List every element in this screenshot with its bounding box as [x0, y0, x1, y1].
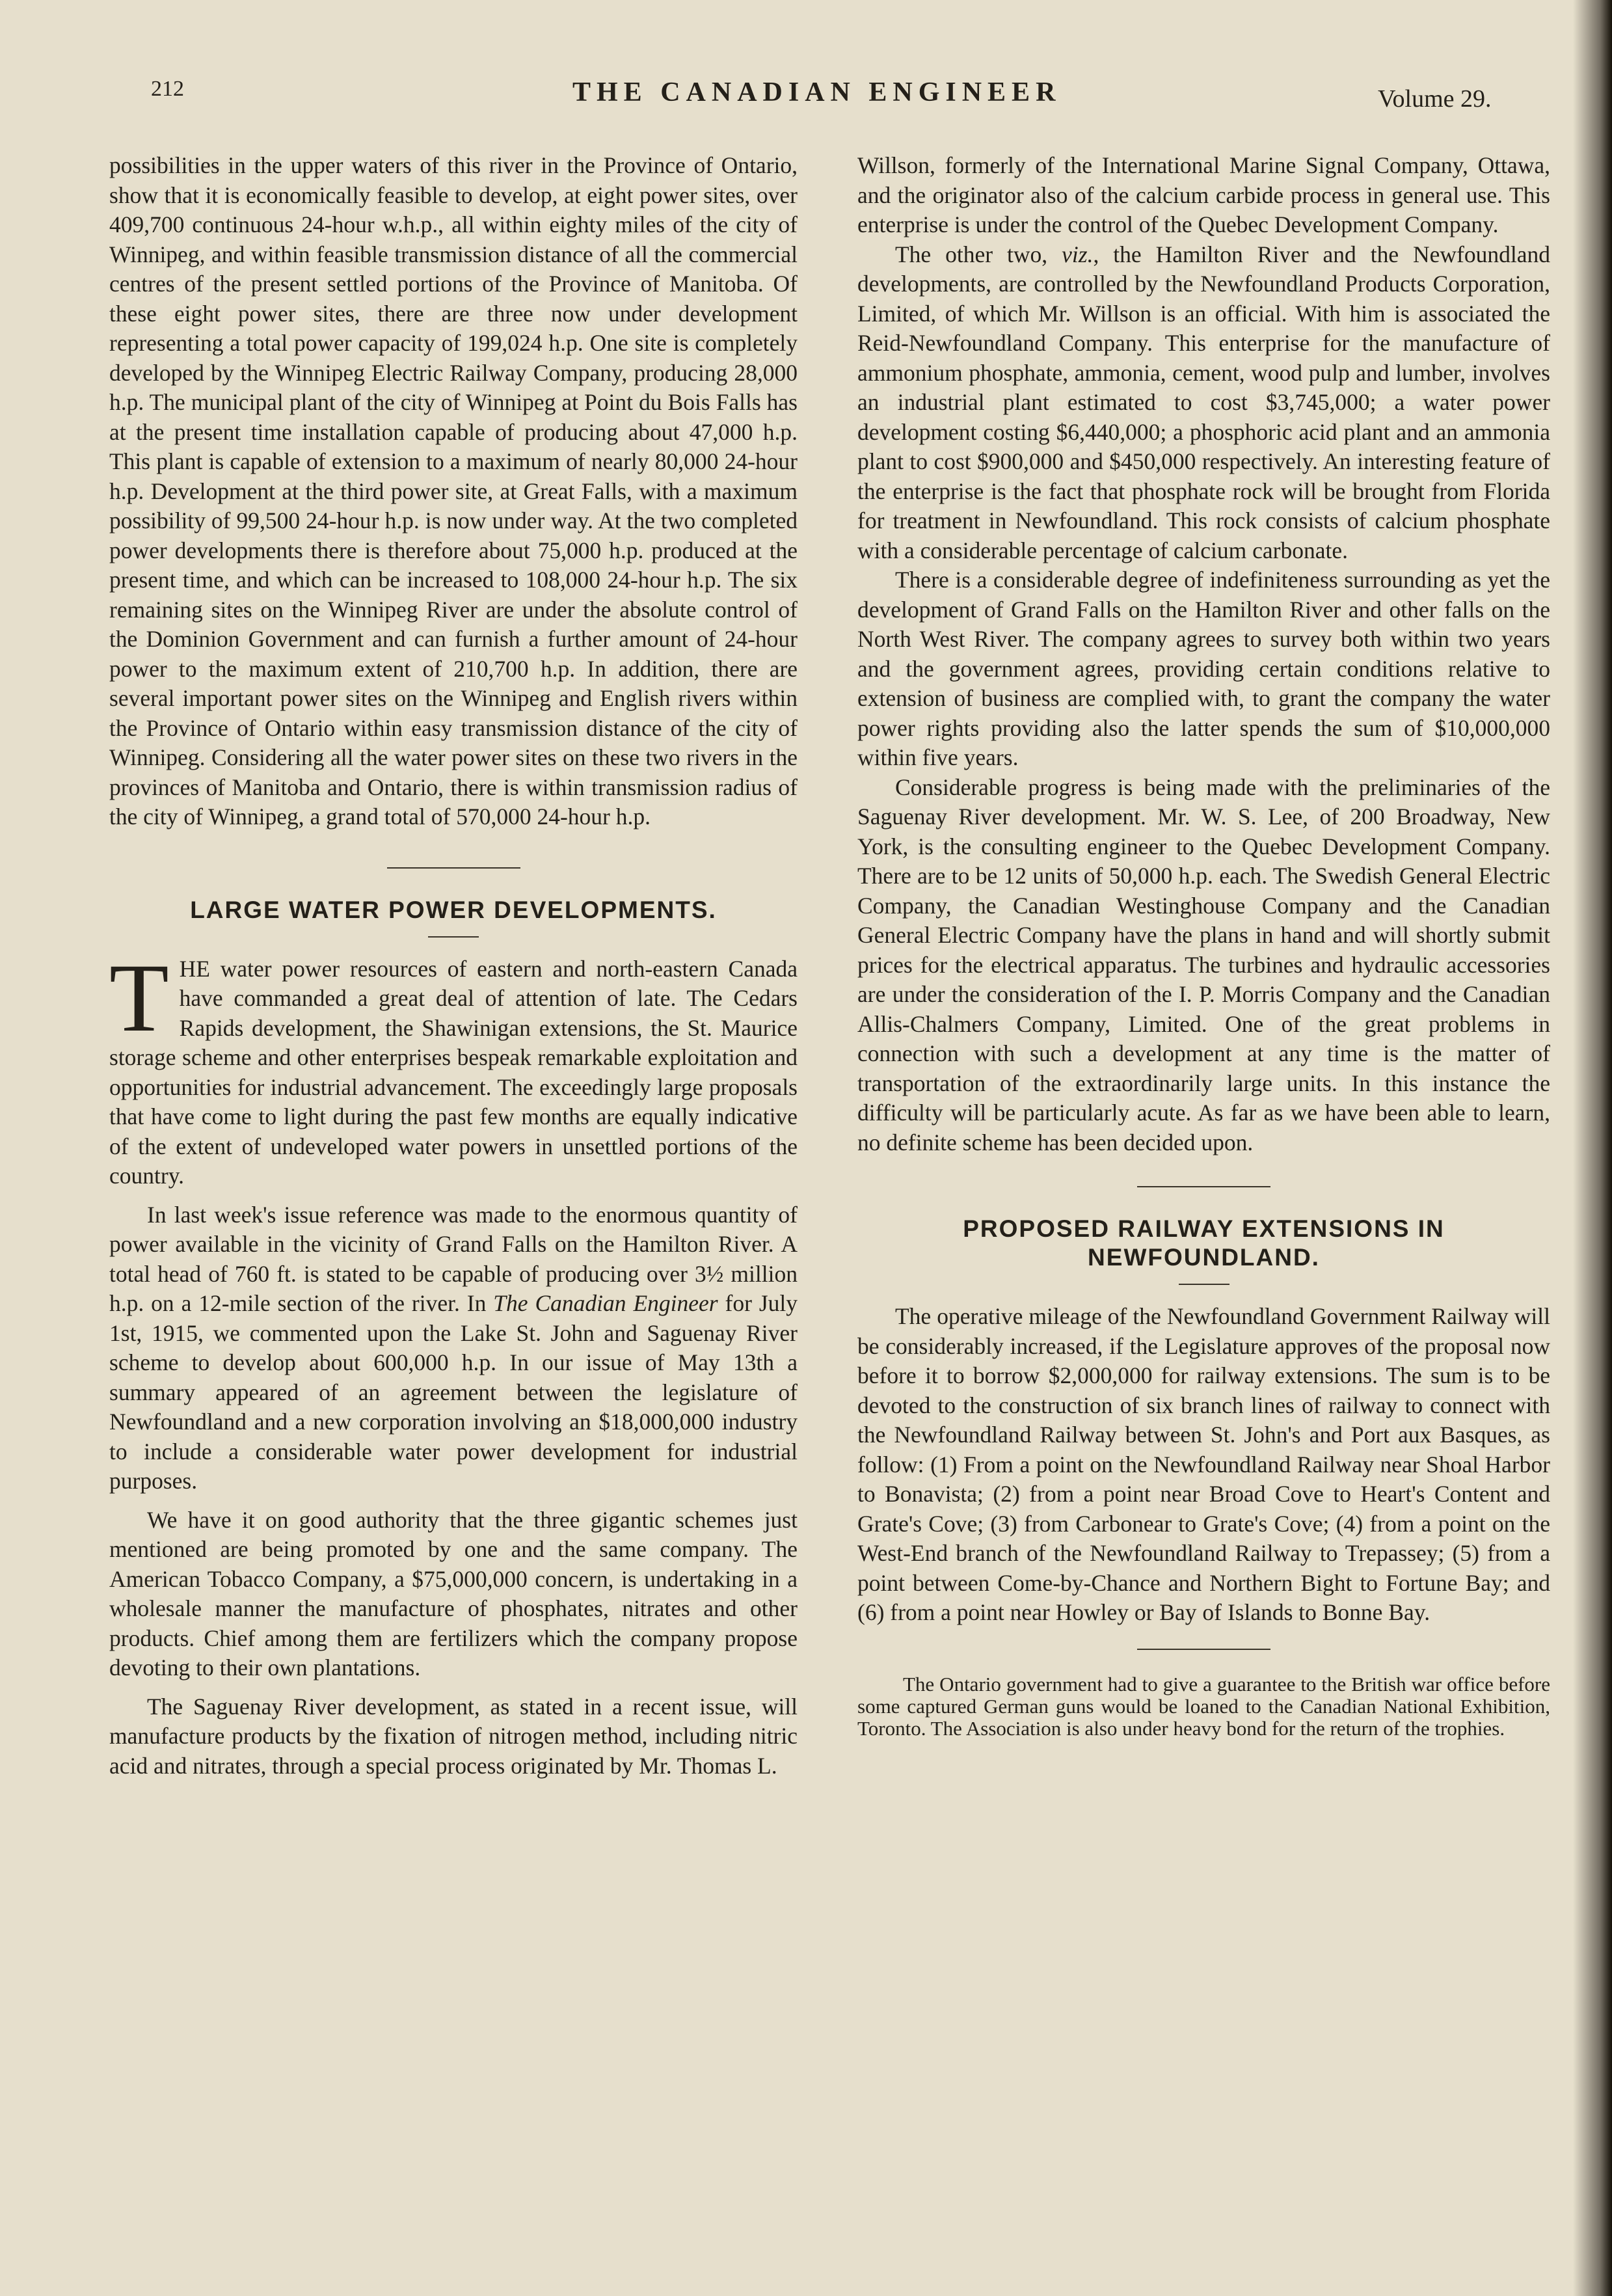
drop-cap: T: [109, 943, 169, 1052]
volume-label: Volume 29.: [1378, 85, 1492, 113]
saguenay-paragraph: The Saguenay River development, as stated in a recent issue, will manufacture products by the fixation of nitrogen method, including nitric acid and nitrates, through a special process originated by Mr. Thomas L.: [109, 1693, 798, 1779]
gigantic-schemes-paragraph: We have it on good authority that the three gigantic schemes just mentioned are being promoted by one and the same company. The American Tobacco Company, a $75,000,000 concern, is undertaking in a wholesale manner the manufacture of phosphates, nitrates and other products. Chief among them are fertilizers which the company propose devoting to their own plantations.: [109, 1506, 798, 1681]
page-header: [0, 77, 1612, 129]
page-edge-shadow: [1573, 0, 1612, 2296]
page-number: 212: [151, 77, 184, 101]
journal-title: THE CANADIAN ENGINEER: [572, 77, 1062, 107]
railway-extensions-paragraph: The operative mileage of the Newfoundland Government Railway will be considerably increased, if the Legislature approves of the proposal now before it to borrow $2,000,000 for railway extensions. The sum is to be devoted to the construction of six branch lines of railway to connect with the Newfoundland Railway between St. John's and Port aux Basques, as follow: (1) From a point on the Newfoundland Railway near Shoal Harbor to Bonavista; (2) from a point near Broad Cove to Heart's Content and Grate's Cove; (3) from Carbonear to Grate's Cove; (4) from a point on the West-End branch of the Newfoundland Railway to Trepassey; (5) from a point between Come-by-Chance and Northern Bight to Fortune Bay; and (6) from a point near Howley or Bay of Islands to Bonne Bay.: [857, 1303, 1550, 1625]
left-column: [109, 151, 798, 1781]
article-heading-railway: PROPOSED RAILWAY EXTENSIONS IN NEWFOUNDLAND.: [963, 1215, 1445, 1271]
grand-falls-paragraph: In last week's issue reference was made to the enormous quantity of power available in the vicinity of Grand Falls on the Hamilton River. A total head of 760 ft. is stated to be capable of producing over 3½ million h.p. on a 12-mile section of the river. In The Canadian Engineer for July 1st, 1915, we commented upon the Lake St. John and Saguenay River scheme to develop about 600,000 h.p. In our issue of May 13th a summary appeared of an agreement between the legislature of Newfoundland and a new corporation involving an $18,000,000 industry to include a considerable water power development for industrial purposes.: [109, 1201, 798, 1494]
willson-paragraph: Willson, formerly of the International Marine Signal Company, Ottawa, and the originator also of the calcium carbide process in general use. This enterprise is under the control of the Quebec Development Company.: [857, 152, 1550, 237]
winnipeg-continuation-paragraph: possibilities in the upper waters of this river in the Province of Ontario, show that it is economically feasible to develop, at eight power sites, over 409,700 continuous 24-hour w.h.p., all within eighty miles of the city of Winnipeg, and within feasible transmission distance of all the commercial centres of the present settled portions of the Province of Manitoba. Of these eight power sites, there are three now under development representing a total power capacity of 199,024 h.p. One site is completely developed by the Winnipeg Electric Railway Company, producing 28,000 h.p. The municipal plant of the city of Winnipeg at Point du Bois Falls has at the present time installation capable of producing about 47,000 h.p. This plant is capable of extension to a maximum of nearly 80,000 24-hour h.p. Development at the third power site, at Great Falls, with a maximum possibility of 99,500 24-hour h.p. is now under way. At the two completed power developments there is therefore about 75,000 h.p. produced at the present time, and which can be increased to 108,000 24-hour h.p. The six remaining sites on the Winnipeg River are under the absolute control of the Dominion Government and can furnish a further amount of 24-hour power to the maximum extent of 210,700 h.p. In addition, there are several important power sites on the Winnipeg and English rivers within the Province of Ontario within easy transmission distance of the city of Winnipeg. Considering all the water power sites on these two rivers in the provinces of Manitoba and Ontario, there is within transmission radius of the city of Winnipeg, a grand total of 570,000 24-hour h.p.: [109, 152, 798, 830]
right-column: [857, 151, 1550, 1740]
newfoundland-developments-paragraph: The other two, viz., the Hamilton River and the Newfoundland developments, are controlled by the Newfoundland Products Corporation, Limited, of which Mr. Willson is an official. With him is associated the Reid-Newfoundland Company. This enterprise for the manufacture of ammonium phosphate, ammonia, cement, wood pulp and lumber, involves an industrial plant estimated to cost $3,745,000; a water power development costing $6,440,000; a phosphoric acid plant and an ammonia plant to cost $900,000 and $450,000 respectively. An interesting feature of the enterprise is the fact that phosphate rock will be brought from Florida for treatment in Newfoundland. This rock consists of calcium phosphate with a considerable percentage of calcium carbonate.: [857, 241, 1551, 563]
saguenay-progress-paragraph: Considerable progress is being made with the preliminaries of the Saguenay River development. Mr. W. S. Lee, of 200 Broadway, New York, is the consulting engineer to the Quebec Development Company. There are to be 12 units of 50,000 h.p. each. The Swedish General Electric Company, the Canadian Westinghouse Company and the Canadian General Electric Company have the plans in hand and will shortly submit prices for the electrical apparatus. The turbines and hydraulic accessories are under the consideration of the I. P. Morris Company and the Canadian Allis-Chalmers Company, Limited. One of the great problems in connection with such a development at any time is the matter of transportation of the extraordinarily large units. In this instance the difficulty will be particularly acute. As far as we have been able to learn, no definite scheme has been decided upon.: [857, 774, 1550, 1155]
article-heading-water-power: LARGE WATER POWER DEVELOPMENTS.: [190, 896, 717, 923]
ontario-guns-note: The Ontario government had to give a guarantee to the British war office before some captured German guns would be loaned to the Canadian National Exhibition, Toronto. The Association is also under heavy bond for the return of the trophies.: [857, 1672, 1550, 1740]
indefiniteness-paragraph: There is a considerable degree of indefiniteness surrounding as yet the development of Grand Falls on the Hamilton River and other falls on the North West River. The company agrees to survey both within two years and the government agrees, providing certain conditions relative to extension of business are complied with, to grant the company the water power rights providing also the latter spends the sum of $10,000,000 within five years.: [857, 567, 1550, 770]
water-power-intro-paragraph: THE water power resources of eastern and north-eastern Canada have commanded a great deal of attention of late. The Cedars Rapids development, the Shawinigan extensions, the St. Maurice storage scheme and other enterprises bespeak remarkable exploitation and opportunities for industrial advancement. The exceedingly large proposals that have come to light during the past few months are equally indicative of the extent of undeveloped water powers in unsettled portions of the country.: [109, 943, 798, 1189]
